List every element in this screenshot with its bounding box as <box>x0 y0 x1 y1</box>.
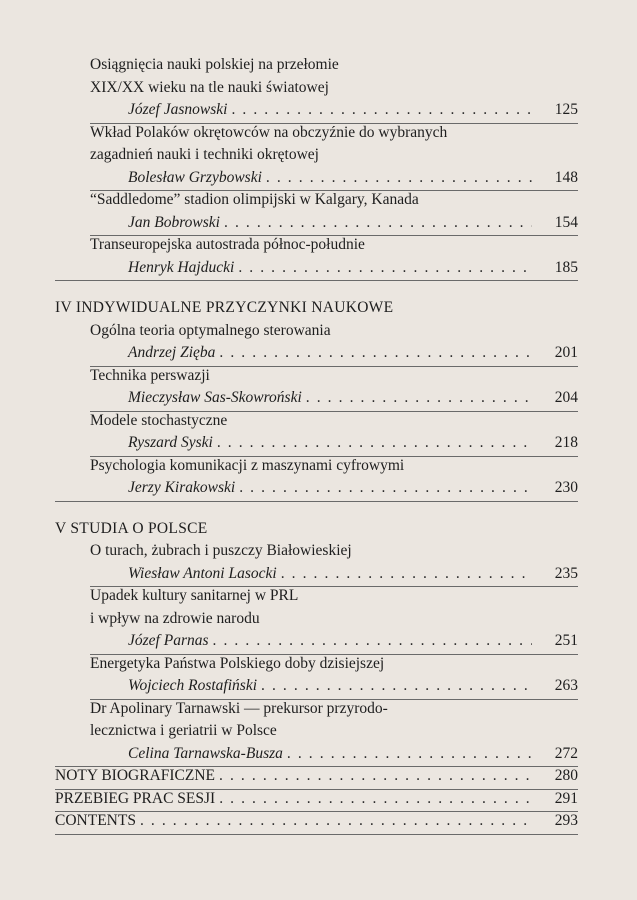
toc-tail-entry <box>55 788 578 810</box>
toc-author: Celina Tarnawska-Busza <box>128 744 283 762</box>
toc-leader-dots <box>217 432 532 454</box>
toc-entry-title: Technika perswazji <box>90 366 210 384</box>
toc-entry-title: Osiągnięcia nauki polskiej na przełomie <box>90 56 339 73</box>
toc-author: Józef Jasnowski <box>128 101 228 118</box>
toc-page-number: 230 <box>554 479 578 496</box>
toc-page-number: 291 <box>554 789 578 807</box>
toc-page-number: 263 <box>554 677 578 694</box>
toc-leader-dots <box>281 563 532 585</box>
toc-entry-title: XIX/XX wieku na tle nauki światowej <box>90 78 329 96</box>
toc-entry-title: Dr Apolinary Tarnawski — prekursor przyrodo- <box>90 699 388 717</box>
toc-author-row <box>128 743 578 765</box>
toc-author-row <box>128 630 578 652</box>
toc-page-number: 272 <box>554 744 578 762</box>
toc-entry-title: Psychologia komunikacji z maszynami cyfrowymi <box>90 456 405 474</box>
toc-tail-label: NOTY BIOGRAFICZNE <box>55 767 216 784</box>
toc-section-title: V STUDIA O POLSCE <box>55 519 208 537</box>
toc-author-row <box>128 387 578 409</box>
toc-author: Henryk Hajducki <box>128 258 235 276</box>
toc-entry-separator <box>55 280 578 281</box>
toc-page-number: 293 <box>554 812 578 829</box>
toc-entry-title: “Saddledome” stadion olimpijski w Kalgary, Kanada <box>90 191 419 208</box>
toc-entry-title: Transeuropejska autostrada północ-południe <box>90 236 365 253</box>
toc-author-row <box>128 563 578 585</box>
toc-author-row <box>128 432 578 454</box>
toc-entry-title: Modele stochastyczne <box>90 411 228 429</box>
toc-page-number: 204 <box>554 389 578 406</box>
toc-author: Bolesław Grzybowski <box>128 168 262 186</box>
toc-leader-dots <box>213 630 532 652</box>
toc-author-row <box>128 99 578 121</box>
toc-author-row <box>128 477 578 499</box>
toc-tail-label: CONTENTS <box>55 812 136 829</box>
toc-leader-dots <box>231 99 532 121</box>
toc-author-row <box>128 342 578 364</box>
toc-author: Jan Bobrowski <box>128 213 220 231</box>
toc-entry-title: zagadnień nauki i techniki okrętowej <box>90 146 319 163</box>
toc-author-row <box>128 257 578 279</box>
toc-page-number: 251 <box>554 632 578 649</box>
toc-tail-entry <box>55 765 578 787</box>
toc-page-number: 235 <box>554 564 578 582</box>
toc-entry-separator <box>55 834 578 835</box>
toc-leader-dots <box>287 743 532 765</box>
toc-author: Józef Parnas <box>128 632 209 649</box>
toc-page-number: 125 <box>554 101 578 118</box>
toc-author: Wiesław Antoni Lasocki <box>128 564 277 582</box>
toc-leader-dots <box>238 257 532 279</box>
toc-leader-dots <box>224 212 532 234</box>
toc-leader-dots <box>219 788 532 810</box>
toc-page-number: 148 <box>554 168 578 186</box>
toc-author: Ryszard Syski <box>128 434 213 451</box>
toc-section-title: IV INDYWIDUALNE PRZYCZYNKI NAUKOWE <box>55 299 394 316</box>
toc-entry-title: i wpływ na zdrowie narodu <box>90 609 260 627</box>
toc-leader-dots <box>140 810 532 832</box>
toc-tail-label: PRZEBIEG PRAC SESJI <box>55 789 216 807</box>
toc-entry-title: Ogólna teoria optymalnego sterowania <box>90 321 331 339</box>
toc-leader-dots <box>261 675 532 697</box>
toc-author-row <box>128 167 578 189</box>
toc-entry-separator <box>55 501 578 502</box>
toc-author-row <box>128 212 578 234</box>
toc-leader-dots <box>219 765 532 787</box>
toc-tail-entry <box>55 810 578 832</box>
toc-author: Mieczysław Sas-Skowroński <box>128 389 302 406</box>
toc-entry-title: Wkład Polaków okrętowców na obczyźnie do wybranych <box>90 123 448 141</box>
toc-page-number: 201 <box>554 344 578 361</box>
toc-entry-title: Energetyka Państwa Polskiego doby dzisiejszej <box>90 654 385 672</box>
toc-page-number: 218 <box>554 434 578 451</box>
toc-entry-title: lecznictwa i geriatrii w Polsce <box>90 722 277 739</box>
toc-leader-dots <box>266 167 532 189</box>
toc-author-row <box>128 675 578 697</box>
toc-leader-dots <box>306 387 532 409</box>
toc-page-number: 280 <box>554 767 578 784</box>
toc-leader-dots <box>219 342 532 364</box>
toc-page-number: 154 <box>554 213 578 231</box>
toc-author: Jerzy Kirakowski <box>128 479 236 496</box>
toc-author: Andrzej Zięba <box>128 344 216 361</box>
toc-entry-title: O turach, żubrach i puszczy Białowieskiej <box>90 542 352 559</box>
toc-page-number: 185 <box>554 258 578 276</box>
toc-leader-dots <box>239 477 532 499</box>
toc-entry-title: Upadek kultury sanitarnej w PRL <box>90 587 299 604</box>
toc-author: Wojciech Rostafiński <box>128 677 258 694</box>
